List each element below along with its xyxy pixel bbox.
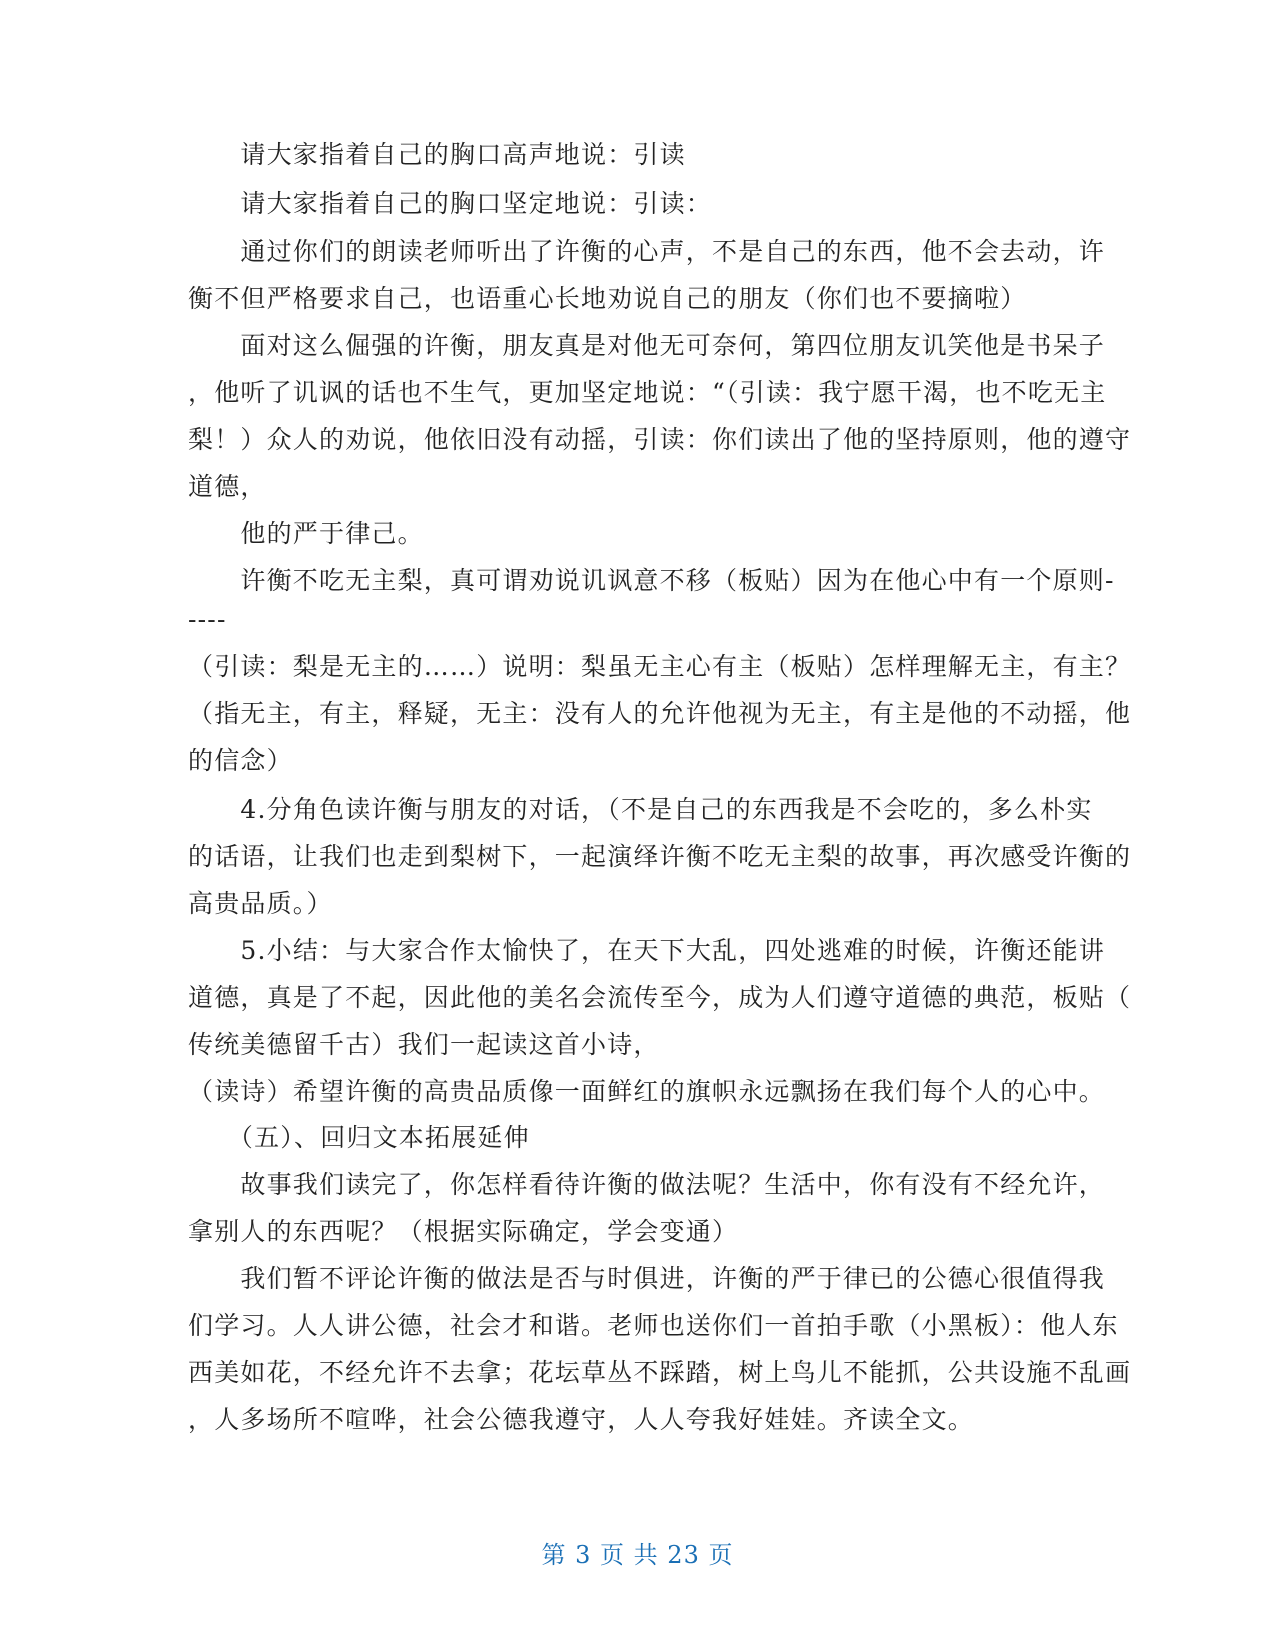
paragraph-line: ，人多场所不喧哗，社会公德我遵守，人人夸我好娃娃。齐读全文。 [188, 1405, 975, 1434]
paragraph-line: 衡不但严格要求自己，也语重心长地劝说自己的朋友（你们也不要摘啦） [188, 284, 1027, 313]
paragraph-line: ---- [188, 605, 227, 634]
paragraph-line: 传统美德留千古）我们一起读这首小诗， [188, 1030, 660, 1059]
paragraph-line: 面对这么倔强的许衡，朋友真是对他无可奈何，第四位朋友讥笑他是书呆子 [188, 331, 1106, 360]
paragraph-line: 我们暂不评论许衡的做法是否与时俱进，许衡的严于律已的公德心很值得我 [188, 1264, 1106, 1293]
paragraph-line: 故事我们读完了，你怎样看待许衡的做法呢？生活中，你有没有不经允许， [188, 1170, 1106, 1199]
paragraph-line: 许衡不吃无主梨，真可谓劝说讥讽意不移（板贴）因为在他心中有一个原则- [188, 566, 1115, 595]
paragraph-line: 道德， [188, 472, 267, 501]
paragraph-line: 高贵品质。） [188, 889, 333, 918]
paragraph-line: （指无主，有主，释疑，无主：没有人的允许他视为无主，有主是他的不动摇，他 [188, 699, 1132, 728]
paragraph-line: 请大家指着自己的胸口高声地说：引读 [188, 140, 686, 169]
paragraph-line: 通过你们的朗读老师听出了许衡的心声，不是自己的东西，他不会去动，许 [188, 237, 1106, 266]
paragraph-line: 梨！）众人的劝说，他依旧没有动摇，引读：你们读出了他的坚持原则，他的遵守 [188, 425, 1132, 454]
paragraph-line: 道德，真是了不起，因此他的美名会流传至今，成为人们遵守道德的典范，板贴（ [188, 983, 1132, 1012]
paragraph-line: 4.分角色读许衡与朋友的对话，（不是自己的东西我是不会吃的，多么朴实 [188, 795, 1093, 824]
paragraph-line: 西美如花，不经允许不去拿；花坛草丛不踩踏，树上鸟儿不能抓，公共设施不乱画 [188, 1358, 1132, 1387]
paragraph-line: ，他听了讥讽的话也不生气，更加坚定地说：“（引读：我宁愿干渴，也不吃无主 [188, 378, 1107, 407]
paragraph-line: 的话语，让我们也走到梨树下，一起演绎许衡不吃无主梨的故事，再次感受许衡的 [188, 842, 1132, 871]
paragraph-line: 们学习。人人讲公德，社会才和谐。老师也送你们一首拍手歌（小黑板）：他人东 [188, 1311, 1119, 1340]
paragraph-line: 请大家指着自己的胸口坚定地说：引读： [188, 189, 713, 218]
paragraph-line: 5.小结：与大家合作太愉快了，在天下大乱，四处逃难的时候，许衡还能讲 [188, 936, 1106, 965]
paragraph-line: （引读：梨是无主的……）说明：梨虽无主心有主（板贴）怎样理解无主，有主？ [188, 652, 1132, 681]
paragraph-line: （读诗）希望许衡的高贵品质像一面鲜红的旗帜永远飘扬在我们每个人的心中。 [188, 1077, 1106, 1106]
paragraph-line: 的信念） [188, 746, 293, 775]
section-heading: （五）、回归文本拓展延伸 [188, 1123, 530, 1152]
paragraph-line: 拿别人的东西呢？（根据实际确定，学会变通） [188, 1217, 739, 1246]
paragraph-line: 他的严于律己。 [188, 519, 424, 548]
page-number-footer: 第 3 页 共 23 页 [541, 1541, 734, 1569]
